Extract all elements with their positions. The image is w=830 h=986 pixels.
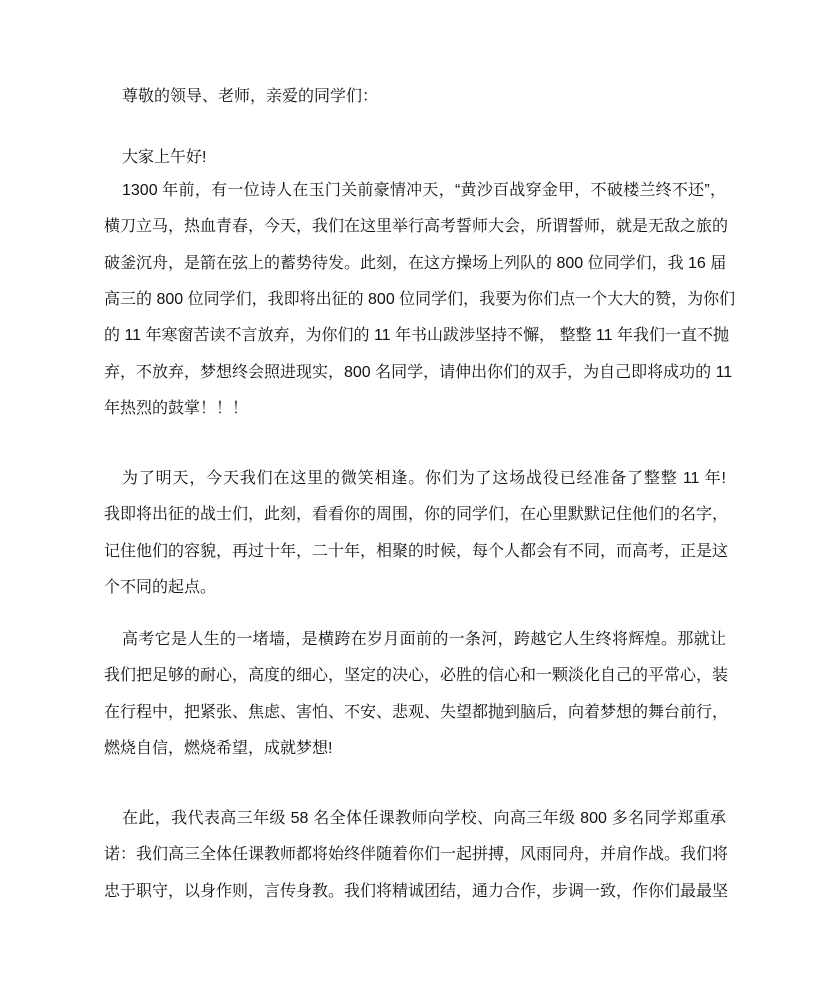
paragraph-line: 我即将出征的战士们，此刻，看看你的周围，你的同学们，在心里默默记住他们的名字， — [104, 506, 729, 524]
paragraph-line: 忠于职守，以身作则，言传身教。我们将精诚团结，通力合作，步调一致，作你们最最坚 — [104, 882, 729, 900]
paragraph-line: 在行程中，把紧张、焦虑、害怕、不安、悲观、失望都抛到脑后，向着梦想的舞台前行， — [104, 703, 729, 721]
paragraph-line: 横刀立马，热血青春，今天，我们在这里举行高考誓师大会，所谓誓师，就是无敌之旅的 — [104, 218, 729, 236]
salutation: 尊敬的领导、老师，亲爱的同学们： — [122, 88, 379, 105]
paragraph-line: 记住他们的容貌，再过十年，二十年，相聚的时候，每个人都会有不同，而高考，正是这 — [104, 542, 729, 560]
paragraph-line: 年热烈的鼓掌！！！ — [104, 399, 249, 417]
paragraph-line: 个不同的起点。 — [104, 578, 217, 596]
paragraph-line: 在此，我代表高三年级 58 名全体任课教师向学校、向高三年级 800 多名同学郑重承 — [122, 810, 726, 827]
paragraph-line: 我们把足够的耐心，高度的细心，坚定的决心，必胜的信心和一颗淡化自己的平常心，装 — [104, 667, 729, 685]
paragraph-line: 高考它是人生的一堵墙，是横跨在岁月面前的一条河，跨越它人生终将辉煌。那就让 — [122, 631, 726, 648]
paragraph-line: 诺：我们高三全体任课教师都将始终伴随着你们一起拼搏，风雨同舟，并肩作战。我们将 — [104, 846, 729, 864]
paragraph-line: 高三的 800 位同学们，我即将出征的 800 位同学们，我要为你们点一个大大的赞，为你们 — [104, 290, 736, 308]
paragraph-line: 弃，不放弃，梦想终会照进现实，800 名同学，请伸出你们的双手，为自己即将成功的 11 — [104, 363, 733, 381]
paragraph-line: 破釜沉舟，是箭在弦上的蓄势待发。此刻，在这方操场上列队的 800 位同学们，我 16 届 — [104, 254, 727, 272]
paragraph-line: 为了明天，今天我们在这里的微笑相逢。你们为了这场战役已经准备了整整 11 年! — [122, 470, 726, 487]
paragraph-line: 燃烧自信，燃烧希望，成就梦想! — [104, 739, 333, 757]
paragraph-line: 1300 年前，有一位诗人在玉门关前豪情冲天，“黄沙百战穿金甲，不破楼兰终不还”， — [122, 182, 726, 199]
paragraph-line: 的 11 年寒窗苦读不言放弃，为你们的 11 年书山跋涉坚持不懈， 整整 11 年我们一直不抛 — [104, 327, 729, 345]
greeting: 大家上午好! — [122, 149, 207, 166]
